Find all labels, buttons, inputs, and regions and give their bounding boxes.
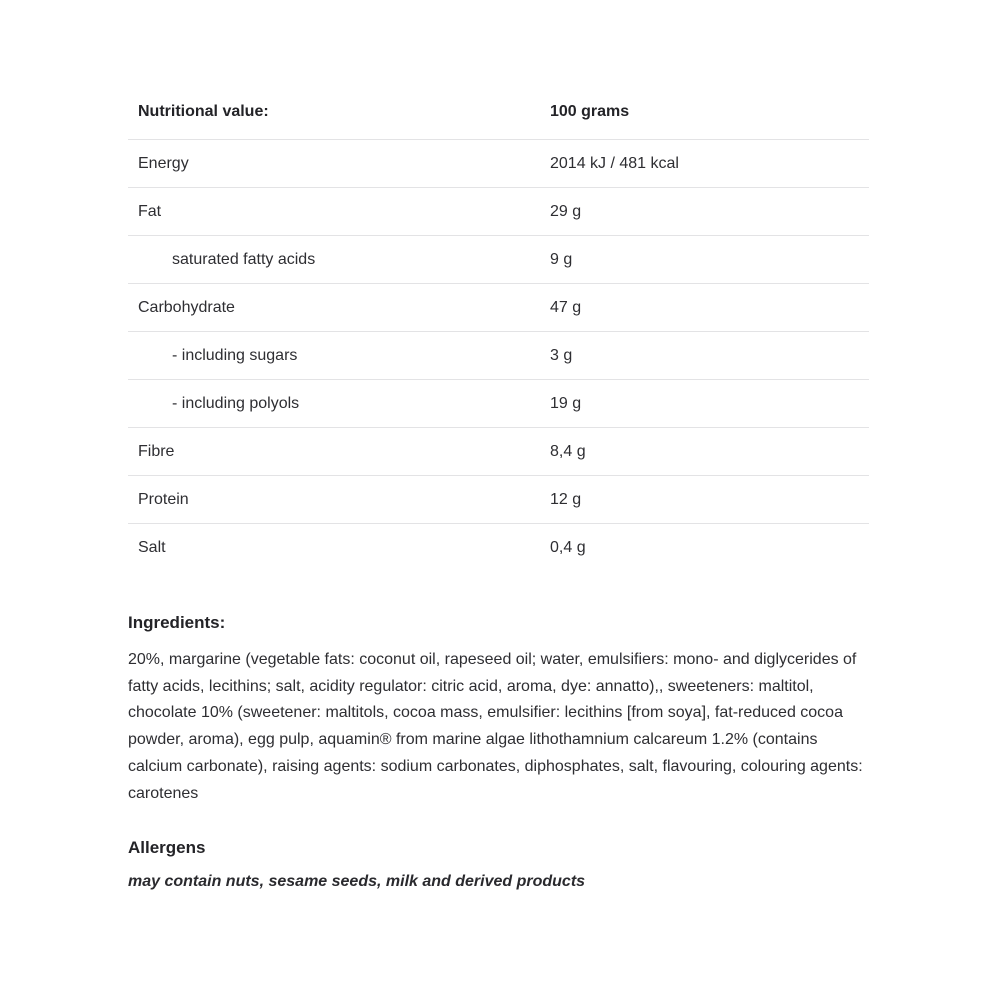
nutrient-label: - including sugars [172, 346, 298, 364]
product-nutrition-section [128, 100, 869, 907]
nutrition-table-row [128, 236, 869, 284]
nutrient-label: - including polyols [172, 394, 300, 412]
nutrition-table-row [128, 188, 869, 236]
nutrition-table-header-value: 100 grams [550, 103, 630, 120]
nutrient-value: 47 g [550, 298, 582, 316]
nutrient-label: Fat [138, 202, 162, 220]
nutrition-table-row [128, 524, 869, 572]
nutrition-table-row [128, 332, 869, 380]
nutrient-value: 2014 kJ / 481 kcal [550, 154, 679, 172]
nutrition-table-row [128, 284, 869, 332]
nutrition-table-row [128, 380, 869, 428]
nutrition-table [128, 100, 869, 572]
nutrient-value: 9 g [550, 250, 573, 268]
nutrition-table-rows [128, 140, 869, 572]
nutrient-value: 12 g [550, 490, 582, 508]
nutrition-table-header-label: Nutritional value: [138, 103, 269, 120]
nutrient-label: Salt [138, 539, 166, 556]
nutrition-table-row [128, 476, 869, 524]
nutrient-value: 3 g [550, 346, 573, 364]
nutrition-table-row [128, 140, 869, 188]
nutrient-label: Fibre [138, 442, 175, 460]
nutrient-label: Carbohydrate [138, 298, 235, 316]
nutrient-value: 0,4 g [550, 539, 586, 556]
allergens-heading: Allergens [128, 838, 206, 858]
nutrient-label: Energy [138, 154, 189, 172]
ingredients-heading: Ingredients: [128, 613, 226, 632]
nutrition-table-row [128, 428, 869, 476]
nutrient-label: Protein [138, 490, 189, 508]
nutrient-value: 19 g [550, 394, 582, 412]
nutrient-label: saturated fatty acids [172, 250, 316, 268]
ingredients-text: 20%, margarine (vegetable fats: coconut oil, rapeseed oil; water, emulsifiers: mono- and diglycerides of fatty acids, lecithins; salt, acidity regulator: citric acid, aroma, dye: annatto),, sweeteners: maltitol, chocolate 10% (sweetener: maltitols, cocoa mass, emulsifier: lecithins [from soya], fat-reduced cocoa powder, aroma), egg pulp, aquamin® from marine algae lithothamnium calcareum 1.2% (contains calcium carbonate), raising agents: sodium carbonates, diphosphates, salt, flavouring, colouring agents: carotenes [128, 651, 863, 802]
nutrient-value: 8,4 g [550, 442, 586, 460]
allergens-text: may contain nuts, sesame seeds, milk and derived products [128, 873, 586, 891]
nutrition-table-header-row [128, 100, 869, 140]
nutrient-value: 29 g [550, 202, 582, 220]
